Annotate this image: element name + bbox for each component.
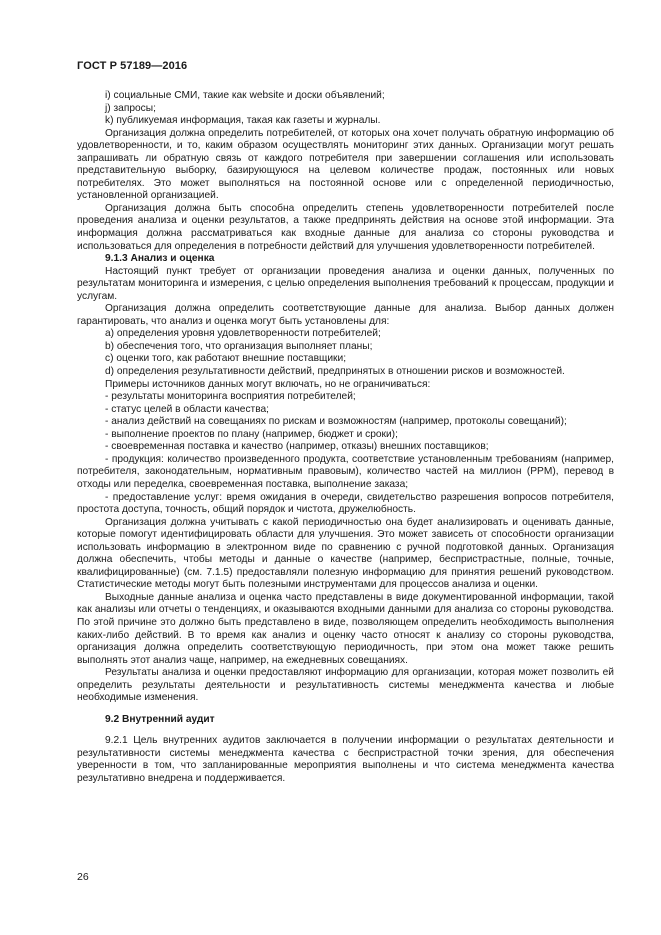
- bullet-item: - результаты мониторинга восприятия потребителей;: [105, 391, 356, 403]
- bullet-item: - продукция: количество произведенного продукта, соответствие установленным требованиям (например, потребителя, законодательным, нормативным правовым), количество частей на миллион (PPM), перевод в отходы или переделка, своевременная поставка, выполнение заказа;: [77, 453, 614, 490]
- paragraph: 9.2.1 Цель внутренних аудитов заключается в получении информации о результатах деятельности и результативности системы менеджмента качества с беспристрастной точки зрения, для обеспечения уверенности в том, что запланированные мероприятия выполнены и что система менеджмента качества результативно внедрена и поддерживается.: [77, 735, 614, 784]
- paragraph: Организация должна быть способна определить степень удовлетворенности потребителей после проведения анализа и оценки результатов, а также предпринять действия на основе этой информации. Эта информация должна рассматриваться как входные данные для анализа со стороны руководства и использоваться для определения в потребности действий для улучшения удовлетворенности потребителей.: [77, 202, 614, 252]
- bullet-item: - своевременная поставка и качество (например, отказы) внешних поставщиков;: [105, 441, 489, 453]
- list-item-d: d) определения результативности действий, предпринятых в отношении рисков и возможностей.: [105, 366, 565, 378]
- section-heading-9-2: 9.2 Внутренний аудит: [105, 713, 215, 725]
- list-item-c: c) оценки того, как работают внешние поставщики;: [105, 353, 347, 365]
- paragraph: Организация должна определить потребителей, от которых она хочет получать обратную информацию об удовлетворенности, и то, каким образом осуществлять мониторинг этих данных. Организации могут решать запрашивать ли обратную связь от каждого потребителя при завершении соглашения или использовать представительную выборку, базирующуюся на целевом количестве продаж, постоянных или новых потребителях. Это может выполняться на постоянной основе или с определенной периодичностью, установленной организацией.: [77, 127, 614, 202]
- list-item-i: i) социальные СМИ, такие как website и доски объявлений;: [105, 90, 385, 101]
- bullet-item: - предоставление услуг: время ожидания в очереди, свидетельство разрешения вопросов потребителя, простота доступа, точность, общий порядок и чистота, дружелюбность.: [77, 491, 614, 516]
- list-item-j: j) запросы;: [105, 102, 156, 114]
- page-number: 26: [77, 871, 89, 883]
- paragraph: Результаты анализа и оценки предоставляют информацию для организации, которая может позволить ей определить результаты деятельности и результативность системы менеджмента качества и любые необходимые изменения.: [77, 667, 614, 704]
- standard-title: ГОСТ Р 57189—2016: [77, 60, 188, 72]
- document-body: [77, 90, 614, 786]
- list-item-b: b) обеспечения того, что организация выполняет планы;: [105, 340, 373, 352]
- paragraph: Настоящий пункт требует от организации проведения анализа и оценки данных, полученных по результатам мониторинга и измерения, с целью определения выполнения требований к процессам, продукции и услугам.: [77, 265, 614, 302]
- paragraph: Выходные данные анализа и оценка часто представлены в виде документированной информации, такой как анализы или отчеты о тенденциях, и оказываются входными данными для анализа со стороны руководства. По этой причине это должно быть представлено в виде, позволяющем определить необходимость выполнения каких-либо действий. В то время как анализ и оценку часто относят к анализу со стороны руководства, организация должна определить соответствующую периодичность, при этом она может также решить выполнять этот анализ чаще, например, на ежедневных совещаниях.: [77, 591, 614, 666]
- bullet-item: - выполнение проектов по плану (например, бюджет и сроки);: [105, 428, 398, 440]
- list-item-k: k) публикуемая информация, такая как газеты и журналы.: [105, 115, 381, 127]
- bullet-item: - анализ действий на совещаниях по рискам и возможностям (например, протоколы совещаний);: [105, 416, 567, 428]
- paragraph: Организация должна определить соответствующие данные для анализа. Выбор данных должен гарантировать, что анализ и оценка могут быть установлены для:: [77, 303, 614, 327]
- paragraph: Примеры источников данных могут включать, но не ограничиваться:: [105, 378, 431, 390]
- bullet-item: - статус целей в области качества;: [105, 403, 269, 415]
- subsection-heading-9-1-3: 9.1.3 Анализ и оценка: [105, 253, 215, 265]
- paragraph: Организация должна учитывать с какой периодичностью она будет анализировать и оценивать данные, которые помогут идентифицировать области для улучшения. Это может зависеть от способности организации использовать информацию в электронном виде по сравнению с ручной подготовкой данных. Организация должна обеспечить, чтобы методы и данные о качестве (например, беспристрастные, полные, точные, квалифицированные) (см. 7.1.5) предоставляли полезную информацию для принятия решений руководством. Статистические методы могут быть полезными инструментами для процессов анализа и оценки.: [77, 516, 614, 591]
- list-item-a: a) определения уровня удовлетворенности потребителей;: [105, 328, 381, 340]
